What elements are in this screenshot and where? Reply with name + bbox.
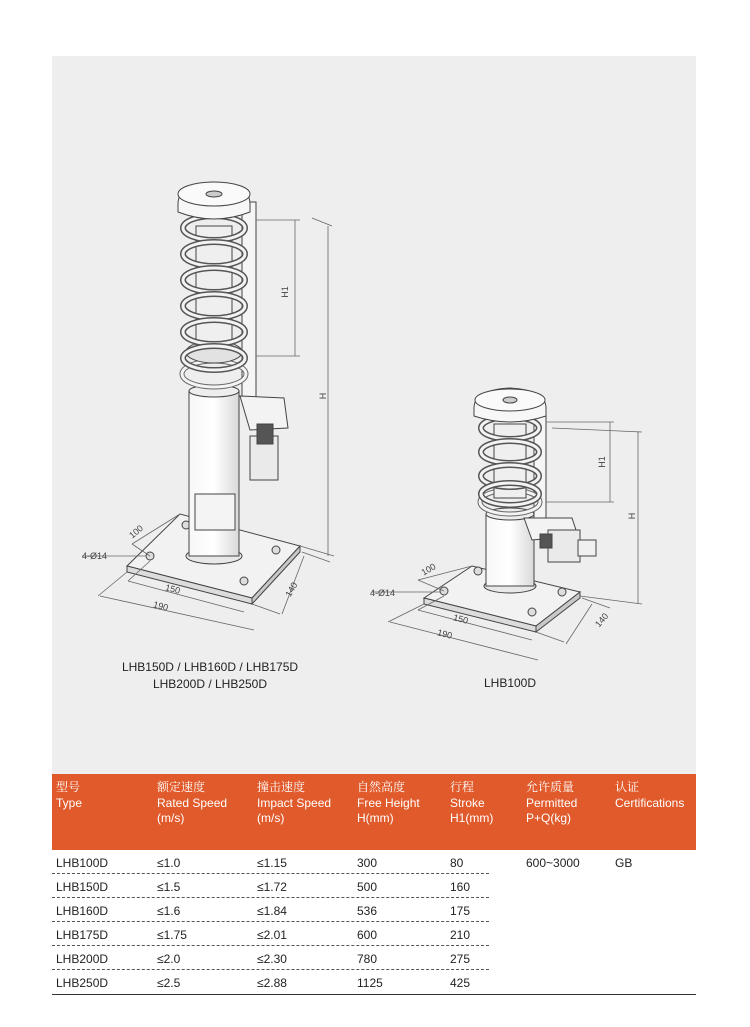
cell-type: LHB200D [56,952,109,966]
cell-cert: GB [615,856,633,870]
table-row [52,898,696,921]
small-h1-label: H1 [597,456,607,468]
large-buffer-drawing [127,182,300,604]
cell-permitted: 600~3000 [526,856,580,870]
table-row [52,970,696,993]
header-permitted: 允许质量 Permitted P+Q(kg) [526,780,578,825]
figure-panel [52,56,696,774]
cell-impact: ≤1.84 [257,904,287,918]
large-base-width-label: 190 [152,599,170,613]
small-buffer-drawing [424,388,596,632]
cell-free-height: 1125 [357,976,383,990]
small-h-label: H [627,512,637,520]
cell-type: LHB250D [56,976,109,990]
cell-rated: ≤1.6 [157,904,181,918]
header-rated-speed: 额定速度 Rated Speed (m/s) [157,780,228,825]
small-holes-label: 4-Ø14 [370,588,396,598]
cell-impact: ≤2.30 [257,952,287,966]
large-hole-width-label: 150 [164,582,182,596]
large-caption-line-2: LHB200D / LHB250D [152,677,268,691]
cell-impact: ≤1.15 [257,856,287,870]
small-caption-line-1: LHB100D [483,676,537,690]
header-type: 型号 Type [56,780,83,810]
cell-stroke: 175 [450,904,471,918]
cell-stroke: 80 [450,856,464,870]
small-hole-depth-label: 100 [419,561,438,578]
cell-stroke: 210 [450,928,471,942]
small-hole-width-label: 150 [452,612,470,626]
table-row [52,922,696,945]
large-h1-label: H1 [280,286,290,298]
table-row [52,874,696,897]
cell-rated: ≤1.0 [157,856,181,870]
cell-free-height: 600 [357,928,378,942]
small-base-depth-label: 140 [593,611,611,630]
header-stroke: 行程 Stroke H1(mm) [450,780,494,825]
large-h-label: H [318,392,328,400]
cell-stroke: 160 [450,880,471,894]
spec-table-header [52,774,696,850]
large-caption-line-1: LHB150D / LHB160D / LHB175D [121,660,299,674]
cell-type: LHB100D [56,856,109,870]
cell-impact: ≤2.88 [257,976,287,990]
cell-free-height: 536 [357,904,378,918]
small-base-width-label: 190 [436,627,454,641]
table-row [52,850,696,873]
cell-impact: ≤2.01 [257,928,287,942]
cell-stroke: 425 [450,976,471,990]
cell-stroke: 275 [450,952,471,966]
table-bottom-rule [52,994,696,995]
header-free-height: 自然高度 Free Height H(mm) [357,780,420,825]
cell-type: LHB150D [56,880,109,894]
small-buffer-caption [450,675,570,692]
large-base-depth-label: 140 [283,580,300,599]
header-impact-speed: 撞击速度 Impact Speed (m/s) [257,780,332,825]
cell-impact: ≤1.72 [257,880,287,894]
large-buffer-caption [100,659,320,693]
spec-table-body [52,850,696,995]
cell-type: LHB160D [56,904,109,918]
header-certifications: 认证 Certifications [615,780,685,810]
cell-rated: ≤1.75 [157,928,187,942]
large-holes-label: 4-Ø14 [82,551,108,561]
cell-free-height: 500 [357,880,378,894]
cell-rated: ≤2.5 [157,976,181,990]
cell-rated: ≤2.0 [157,952,181,966]
table-row [52,946,696,969]
cell-free-height: 300 [357,856,378,870]
cell-rated: ≤1.5 [157,880,181,894]
cell-free-height: 780 [357,952,378,966]
large-hole-depth-label: 100 [127,523,146,541]
cell-type: LHB175D [56,928,109,942]
